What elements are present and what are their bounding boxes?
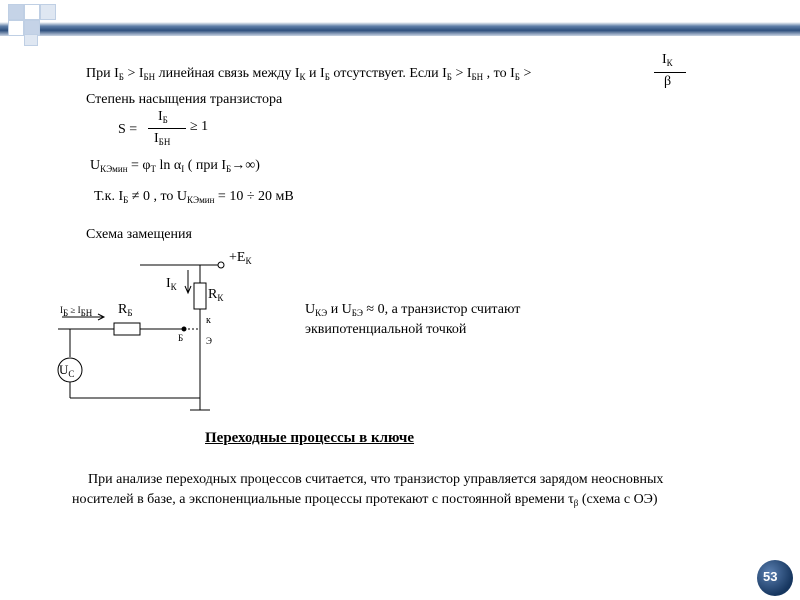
resistor-rb xyxy=(114,323,140,335)
fraction-ib-ibn: $I_Б$ $I_{БН}$ xyxy=(148,109,188,153)
label-ik: $I_К$ xyxy=(166,276,177,292)
line-ib-condition: При $I_Б > I_{БН}$ линейная связь между $I_К$ и $I_Б$ отсутствует. Если $I_Б > I_{БН}$ , то $I_Б$ > xyxy=(86,66,532,82)
ge-one: ≥ 1 xyxy=(190,119,209,134)
label-rk: $R_К$ xyxy=(208,287,224,303)
page-number: 53 xyxy=(763,569,778,584)
label-uc: $U_С$ xyxy=(59,362,75,379)
terminal-ek xyxy=(218,262,224,268)
label-emitter: Э xyxy=(206,336,212,346)
label-base: Б xyxy=(178,333,184,343)
saturation-label: Степень насыщения транзистора xyxy=(86,92,283,107)
formula-tk: Т.к. $I_Б \ne 0$ , то $U_{КЭмин} = 10 \div 20$ мВ xyxy=(94,189,294,205)
note-line1: $U_{КЭ}$ и $U_{БЭ} \approx 0$, а транзистор считают xyxy=(305,302,521,318)
s-equals: S = xyxy=(118,122,138,137)
section-heading: Переходные процессы в ключе xyxy=(205,430,415,446)
label-ib-condition: $I_Б \ge I_{БН}$ xyxy=(60,305,93,318)
note-line2: эквипотенциальной точкой xyxy=(305,322,467,337)
formula-ukemin: $U_{КЭмин} = \varphi_Т$ $\ln \alpha_I$ ( при $I_Б\to\infty$) xyxy=(90,158,260,174)
schema-title: Схема замещения xyxy=(86,227,192,242)
label-collector: к xyxy=(206,315,211,326)
fraction-ik-beta: $I_К$ β xyxy=(654,52,686,98)
label-rb: $R_Б$ xyxy=(118,302,133,318)
resistor-rk xyxy=(194,283,206,309)
body-paragraph: При анализе переходных процессов считается, что транзистор управляется зарядом неосновных носителей в базе, а экспоненциальные процессы протекают с постоянной времени $\tau_\beta$ (схема с ОЭ) xyxy=(72,472,664,508)
label-ek: $+E_К$ xyxy=(229,250,252,266)
